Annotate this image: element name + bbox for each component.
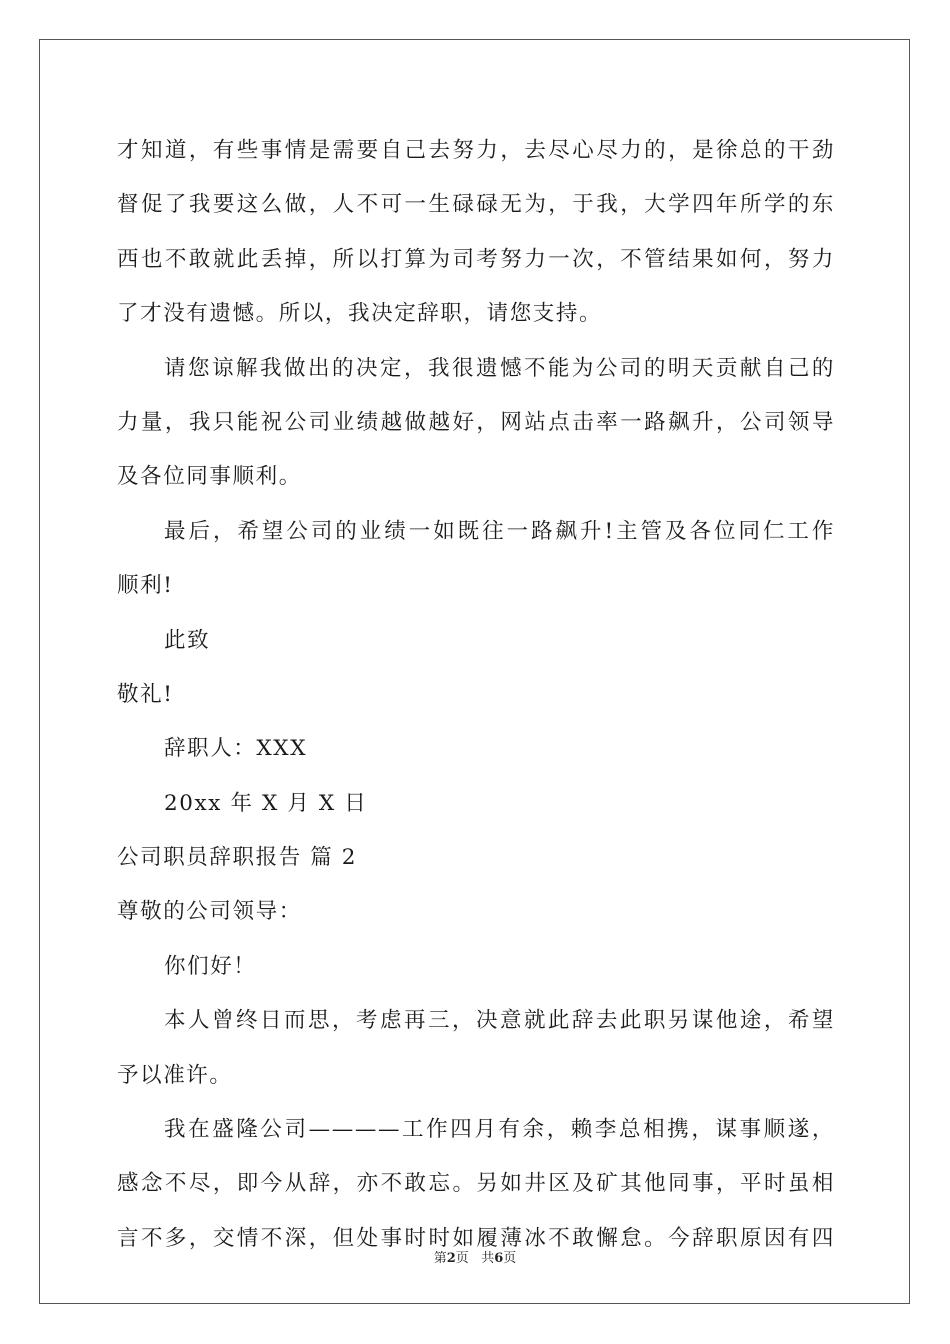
text-line: 公司职员辞职报告 篇 2 [117,845,358,871]
page-footer [0,1247,950,1266]
total-suffix: 页 [503,1251,517,1266]
document-body [117,124,835,1266]
total-prefix: 共 [481,1251,495,1266]
text-line: 本人曾终日而思，考虑再三，决意就此辞去此职另谋他途，希望 [164,1008,835,1034]
text-line: 我在盛隆公司————工作四月有余，赖李总相携，谋事顺遂， [164,1117,835,1143]
text-line: 才知道，有些事情是需要自己去努力，去尽心尽力的，是徐总的干劲 [117,138,835,163]
page-prefix: 第 [433,1251,447,1266]
current-page-number: 2 [446,1251,456,1266]
page-suffix: 页 [455,1251,469,1266]
text-line: 督促了我要这么做，人不可一生碌碌无为，于我，大学四年所学的东 [117,192,835,218]
text-line: 西也不敢就此丢掉，所以打算为司考努力一次，不管结果如何，努力 [117,246,835,272]
text-line: 力量，我只能祝公司业绩越做越好，网站点击率一路飙升，公司领导 [117,409,835,435]
text-line: 感念不尽，即今从辞，亦不敢忘。另如井区及矿其他同事，平时虽相 [117,1171,835,1197]
text-line: 了才没有遗憾。所以，我决定辞职，请您支持。 [117,301,603,327]
text-line: 顺利! [117,573,174,599]
text-line: 予以准许。 [117,1062,233,1088]
text-line: 此致 [164,627,211,653]
text-line: 尊敬的公司领导： [117,899,302,925]
text-line: 言不多，交情不深，但处事时时如履薄冰不敢懈怠。今辞职原因有四 [117,1225,835,1251]
text-line: 你们好！ [164,953,257,979]
text-line: 及各位同事顺利。 [117,464,302,490]
text-line: 敬礼! [117,681,174,707]
text-line: 最后，希望公司的业绩一如既往一路飙升!主管及各位同仁工作 [164,518,835,544]
text-line: 请您谅解我做出的决定，我很遗憾不能为公司的明天贡献自己的 [164,355,835,381]
total-page-count: 6 [494,1251,504,1266]
text-line: 辞职人：XXX [164,736,308,762]
text-line: 20xx 年 X 月 X 日 [164,790,368,816]
